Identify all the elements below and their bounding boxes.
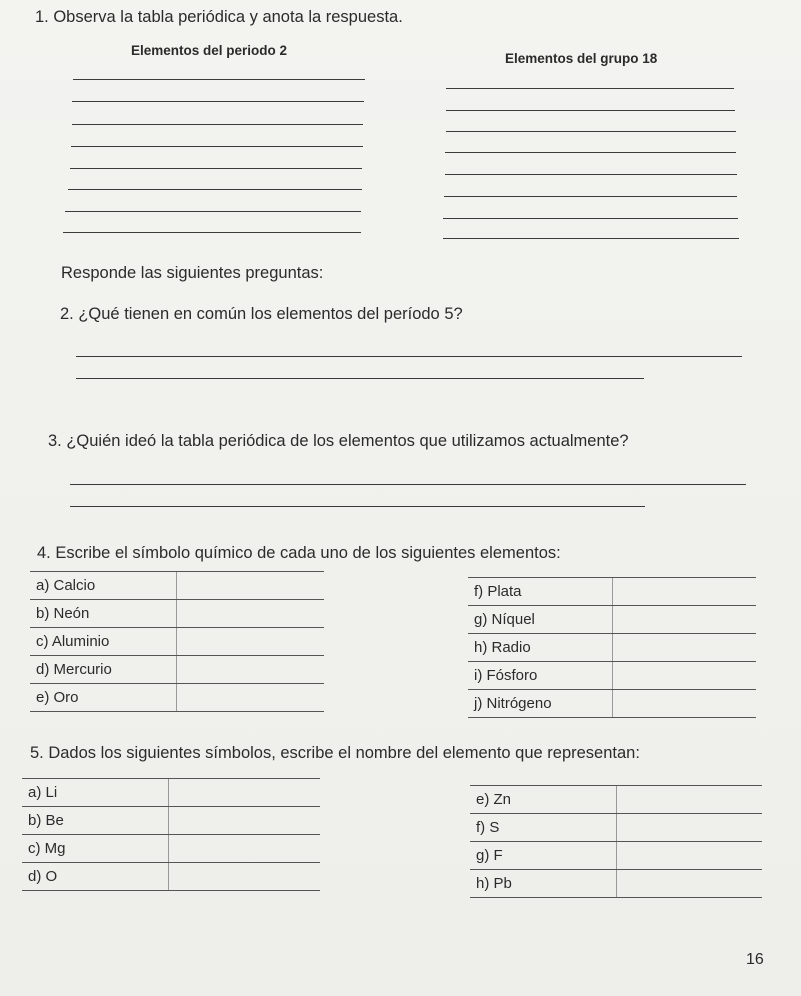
symbol-label: e) Zn	[470, 786, 617, 814]
element-label: h) Radio	[468, 634, 613, 662]
answer-line[interactable]	[71, 146, 363, 147]
table-row	[468, 634, 756, 662]
table-row	[470, 870, 762, 898]
period-2-heading: Elementos del periodo 2	[131, 43, 288, 58]
table-row	[22, 835, 320, 863]
answer-line[interactable]	[446, 110, 735, 111]
answer-line[interactable]	[70, 168, 362, 169]
answer-line[interactable]	[72, 101, 364, 102]
symbol-label: g) F	[470, 842, 617, 870]
table-row	[30, 572, 324, 600]
element-label: i) Fósforo	[468, 662, 613, 690]
table-row	[22, 863, 320, 891]
symbol-answer-cell[interactable]	[613, 662, 757, 690]
answer-line[interactable]	[445, 152, 736, 153]
answer-line[interactable]	[63, 232, 361, 233]
table-row	[30, 684, 324, 712]
q4-right-table	[468, 577, 756, 718]
question-4: 4. Escribe el símbolo químico de cada uno de los siguientes elementos:	[37, 544, 561, 562]
q2-answer-line[interactable]	[76, 356, 742, 357]
symbol-answer-cell[interactable]	[177, 628, 325, 656]
table-row	[470, 786, 762, 814]
group-18-heading: Elementos del grupo 18	[505, 51, 658, 66]
answer-line[interactable]	[446, 131, 736, 132]
symbol-label: h) Pb	[470, 870, 617, 898]
table-row	[470, 814, 762, 842]
name-answer-cell[interactable]	[617, 870, 763, 898]
symbol-label: b) Be	[22, 807, 169, 835]
question-2: 2. ¿Qué tienen en común los elementos del período 5?	[60, 305, 463, 323]
element-label: e) Oro	[30, 684, 177, 712]
table-row	[30, 600, 324, 628]
element-label: d) Mercurio	[30, 656, 177, 684]
symbol-answer-cell[interactable]	[613, 634, 757, 662]
element-label: j) Nitrógeno	[468, 690, 613, 718]
q2-answer-line[interactable]	[76, 378, 644, 379]
name-answer-cell[interactable]	[617, 842, 763, 870]
table-row	[468, 662, 756, 690]
answer-line[interactable]	[446, 88, 734, 89]
symbol-answer-cell[interactable]	[177, 600, 325, 628]
table-row	[470, 842, 762, 870]
q5-right-table	[470, 785, 762, 898]
question-1: 1. Observa la tabla periódica y anota la respuesta.	[35, 8, 403, 26]
element-label: f) Plata	[468, 578, 613, 606]
name-answer-cell[interactable]	[169, 835, 321, 863]
table-row	[22, 807, 320, 835]
answer-line[interactable]	[445, 174, 737, 175]
symbol-answer-cell[interactable]	[613, 690, 757, 718]
q4-left-table	[30, 571, 324, 712]
symbol-label: a) Li	[22, 779, 169, 807]
symbol-label: d) O	[22, 863, 169, 891]
name-answer-cell[interactable]	[617, 814, 763, 842]
table-row	[30, 628, 324, 656]
name-answer-cell[interactable]	[169, 779, 321, 807]
symbol-answer-cell[interactable]	[177, 572, 325, 600]
name-answer-cell[interactable]	[169, 807, 321, 835]
answer-line[interactable]	[68, 189, 362, 190]
element-label: c) Aluminio	[30, 628, 177, 656]
answer-line[interactable]	[443, 238, 739, 239]
table-row	[468, 606, 756, 634]
answer-line[interactable]	[72, 124, 363, 125]
name-answer-cell[interactable]	[617, 786, 763, 814]
symbol-answer-cell[interactable]	[613, 578, 757, 606]
table-row	[30, 656, 324, 684]
element-label: g) Níquel	[468, 606, 613, 634]
element-label: b) Neón	[30, 600, 177, 628]
table-row	[468, 578, 756, 606]
question-3: 3. ¿Quién ideó la tabla periódica de los elementos que utilizamos actualmente?	[48, 432, 629, 450]
q3-answer-line[interactable]	[70, 506, 645, 507]
element-label: a) Calcio	[30, 572, 177, 600]
table-row	[468, 690, 756, 718]
symbol-answer-cell[interactable]	[177, 656, 325, 684]
symbol-answer-cell[interactable]	[613, 606, 757, 634]
symbol-answer-cell[interactable]	[177, 684, 325, 712]
name-answer-cell[interactable]	[169, 863, 321, 891]
instructions: Responde las siguientes preguntas:	[61, 264, 324, 282]
answer-line[interactable]	[65, 211, 361, 212]
q3-answer-line[interactable]	[70, 484, 746, 485]
answer-line[interactable]	[444, 196, 737, 197]
question-5: 5. Dados los siguientes símbolos, escribe el nombre del elemento que representan:	[30, 744, 640, 762]
answer-line[interactable]	[73, 79, 365, 80]
page-number: 16	[746, 951, 764, 968]
symbol-label: f) S	[470, 814, 617, 842]
symbol-label: c) Mg	[22, 835, 169, 863]
q5-left-table	[22, 778, 320, 891]
answer-line[interactable]	[443, 218, 738, 219]
table-row	[22, 779, 320, 807]
